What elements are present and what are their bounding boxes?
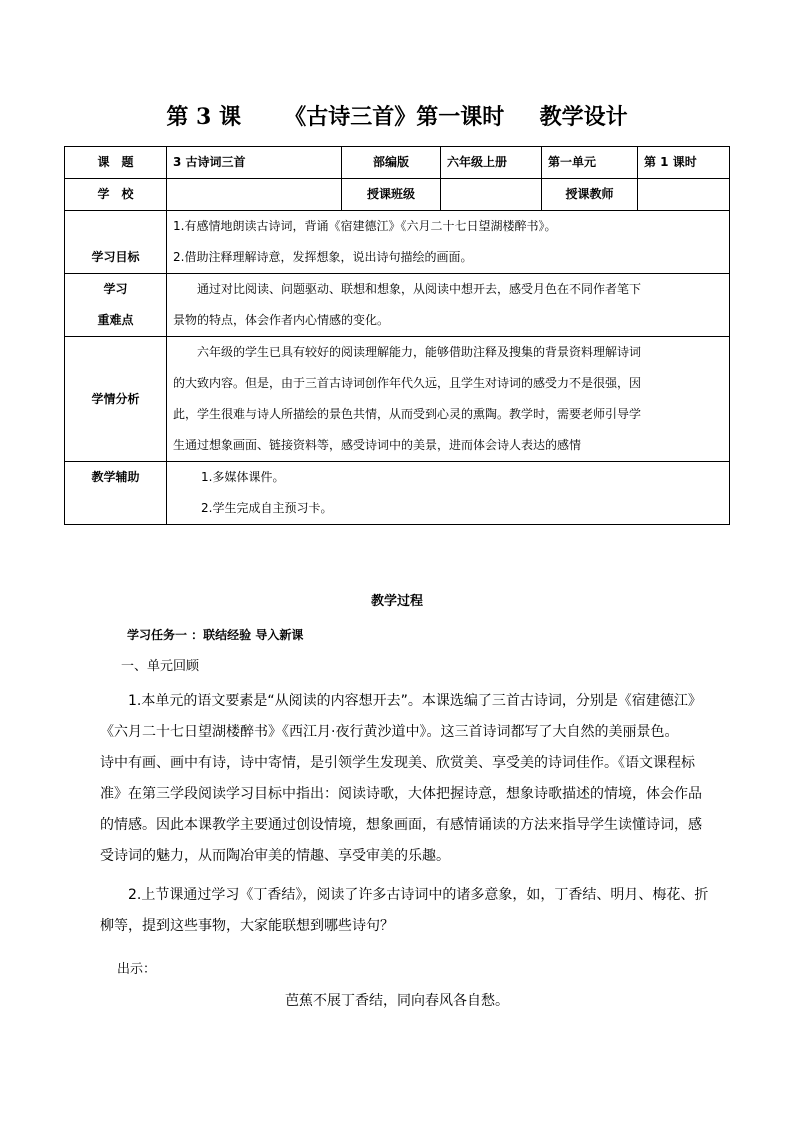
section-heading: 一、单元回顾 — [121, 659, 200, 674]
aids-content — [167, 462, 730, 525]
title-suffix: 教学设计 — [539, 104, 628, 130]
aid-item: 2.学生完成自主预习卡。 — [201, 501, 333, 515]
edition-value: 部编版 — [342, 147, 441, 179]
paragraph-line: 柳等，提到这些事物，大家能联想到哪些诗句？ — [100, 918, 394, 934]
grade-value: 六年级上册 — [441, 147, 542, 179]
poem-line: 芭蕉不展丁香结，同向春风各自愁。 — [285, 993, 509, 1009]
school-label: 学 校 — [65, 179, 167, 211]
title-lesson: 第 3 课 — [166, 104, 241, 130]
process-section — [0, 592, 794, 612]
table-row — [65, 337, 730, 462]
topic-value: 3 古诗词三首 — [167, 147, 342, 179]
goal-item: 1.有感情地朗读古诗词，背诵《宿建德江》《六月二十七日望湖楼醉书》。 — [173, 219, 557, 233]
task-heading: 学习任务一 ：联结经验 导入新课 — [127, 628, 304, 642]
paragraph-line: 受诗词的魅力，从而陶冶审美的情趣、享受审美的乐趣。 — [100, 848, 450, 864]
teacher-label: 授课教师 — [542, 179, 638, 211]
period-value: 第 1 课时 — [638, 147, 730, 179]
difficulty-line: 景物的特点，体会作者内心情感的变化。 — [173, 313, 390, 327]
paragraph-previous-lesson — [100, 880, 730, 942]
aid-item: 1.多媒体课件。 — [201, 470, 285, 484]
goals-content — [167, 211, 730, 274]
analysis-label: 学情分析 — [65, 337, 167, 462]
table-row — [65, 179, 730, 211]
difficulty-label — [65, 274, 167, 337]
paragraph-unit-review — [100, 686, 730, 872]
goals-label: 学习目标 — [65, 211, 167, 274]
analysis-line: 的大致内容。但是，由于三首古诗词创作年代久远，且学生对诗词的感受力不是很强，因 — [173, 376, 642, 390]
lesson-info-table — [64, 146, 730, 525]
paragraph-line: 2.上节课通过学习《丁香结》，阅读了许多古诗词中的诸多意象，如，丁香结、明月、梅花、折 — [128, 887, 709, 903]
show-label: 出示： — [117, 962, 157, 977]
table-row — [65, 274, 730, 337]
unit-value: 第一单元 — [542, 147, 638, 179]
analysis-line: 六年级的学生已具有较好的阅读理解能力，能够借助注释及搜集的背景资料理解诗词 — [197, 345, 642, 359]
difficulty-label-line: 重难点 — [97, 313, 134, 327]
table-row — [65, 211, 730, 274]
class-value — [441, 179, 542, 211]
paragraph-line: 《六月二十七日望湖楼醉书》《西江月·夜行黄沙道中》。这三首诗词都写了大自然的美丽景色。 — [100, 724, 679, 740]
analysis-line: 生通过想象画面、链接资料等，感受诗词中的美景，进而体会诗人表达的感情 — [173, 438, 582, 452]
process-heading: 教学过程 — [370, 594, 423, 609]
aids-label: 教学辅助 — [65, 462, 167, 525]
page-title — [0, 100, 794, 131]
teacher-value — [638, 179, 730, 211]
goal-item: 2.借助注释理解诗意，发挥想象，说出诗句描绘的画面。 — [173, 250, 473, 264]
school-value — [167, 179, 342, 211]
difficulty-label-line: 学习 — [103, 282, 128, 296]
paragraph-line: 的情感。因此本课教学主要通过创设情境，想象画面，有感情诵读的方法来指导学生读懂诗词，感 — [100, 817, 702, 833]
analysis-line: 此，学生很难与诗人所描绘的景色共情，从而受到心灵的熏陶。教学时，需要老师引导学 — [173, 407, 642, 421]
paragraph-line: 准》在第三学段阅读学习目标中指出：阅读诗歌，大体把握诗意，想象诗歌描述的情境，体会作品 — [100, 786, 702, 802]
analysis-content — [167, 337, 730, 462]
difficulty-content — [167, 274, 730, 337]
topic-label: 课 题 — [65, 147, 167, 179]
table-row — [65, 147, 730, 179]
paragraph-line: 诗中有画、画中有诗，诗中寄情，是引领学生发现美、欣赏美、享受美的诗词佳作。《语文课程标 — [100, 755, 695, 771]
paragraph-line: 1.本单元的语文要素是“从阅读的内容想开去”。本课选编了三首古诗词，分别是《宿建德江》 — [128, 693, 702, 709]
table-row — [65, 462, 730, 525]
title-name: 《古诗三首》第一课时 — [284, 104, 505, 130]
difficulty-line: 通过对比阅读、问题驱动、联想和想象，从阅读中想开去，感受月色在不同作者笔下 — [197, 282, 642, 296]
class-label: 授课班级 — [342, 179, 441, 211]
